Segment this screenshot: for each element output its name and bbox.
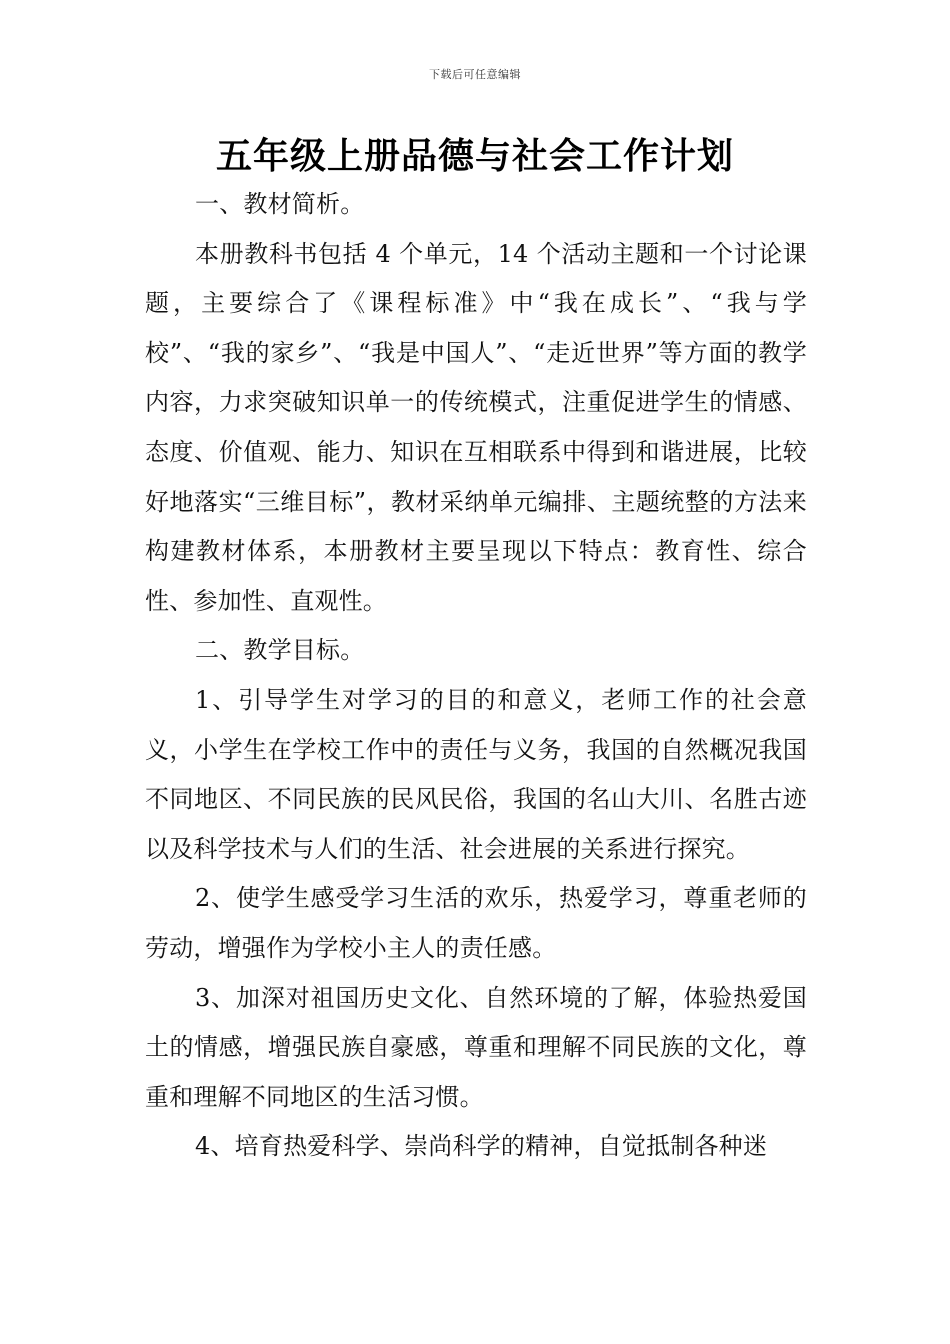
paragraph-goal-4: 4、培育热爱科学、崇尚科学的精神，自觉抵制各种迷 <box>195 1132 768 1161</box>
paragraph-goal-3: 3、加深对祖国历史文化、自然环境的了解，体验热爱国土的情感，增强民族自豪感，尊重和理解不同民族的文化，尊重和理解不同地区的生活习惯。 <box>145 983 807 1111</box>
paragraph-goal-1: 1、引导学生对学习的目的和意义，老师工作的社会意义，小学生在学校工作中的责任与义务，我国的自然概况我国不同地区、不同民族的民风民俗，我国的名山大川、名胜古迹以及科学技术与人们的生活、社会进展的关系进行探究。 <box>145 685 807 863</box>
document-title: 五年级上册品德与社会工作计划 <box>215 136 734 177</box>
paragraph-textbook-analysis: 本册教科书包括 4 个单元，14 个活动主题和一个讨论课题，主要综合了《课程标准》中“我在成长”、“我与学校”、“我的家乡”、“我是中国人”、“走近世界”等方面的教学内容，力求突破知识单一的传统模式，注重促进学生的情感、态度、价值观、能力、知识在互相联系中得到和谐进展，比较好地落实“三维目标”，教材采纳单元编排、主题统整的方法来构建教材体系，本册教材主要呈现以下特点：教育性、综合性、参加性、直观性。 <box>145 239 807 615</box>
section-heading-teaching-goals: 二、教学目标。 <box>195 636 365 665</box>
paragraph-goal-2: 2、使学生感受学习生活的欢乐，热爱学习，尊重老师的劳动，增强作为学校小主人的责任感。 <box>145 884 807 962</box>
document-body <box>145 180 807 1172</box>
header-note: 下载后可任意编辑 <box>429 68 521 81</box>
section-heading-textbook-analysis: 一、教材简析。 <box>195 190 365 218</box>
